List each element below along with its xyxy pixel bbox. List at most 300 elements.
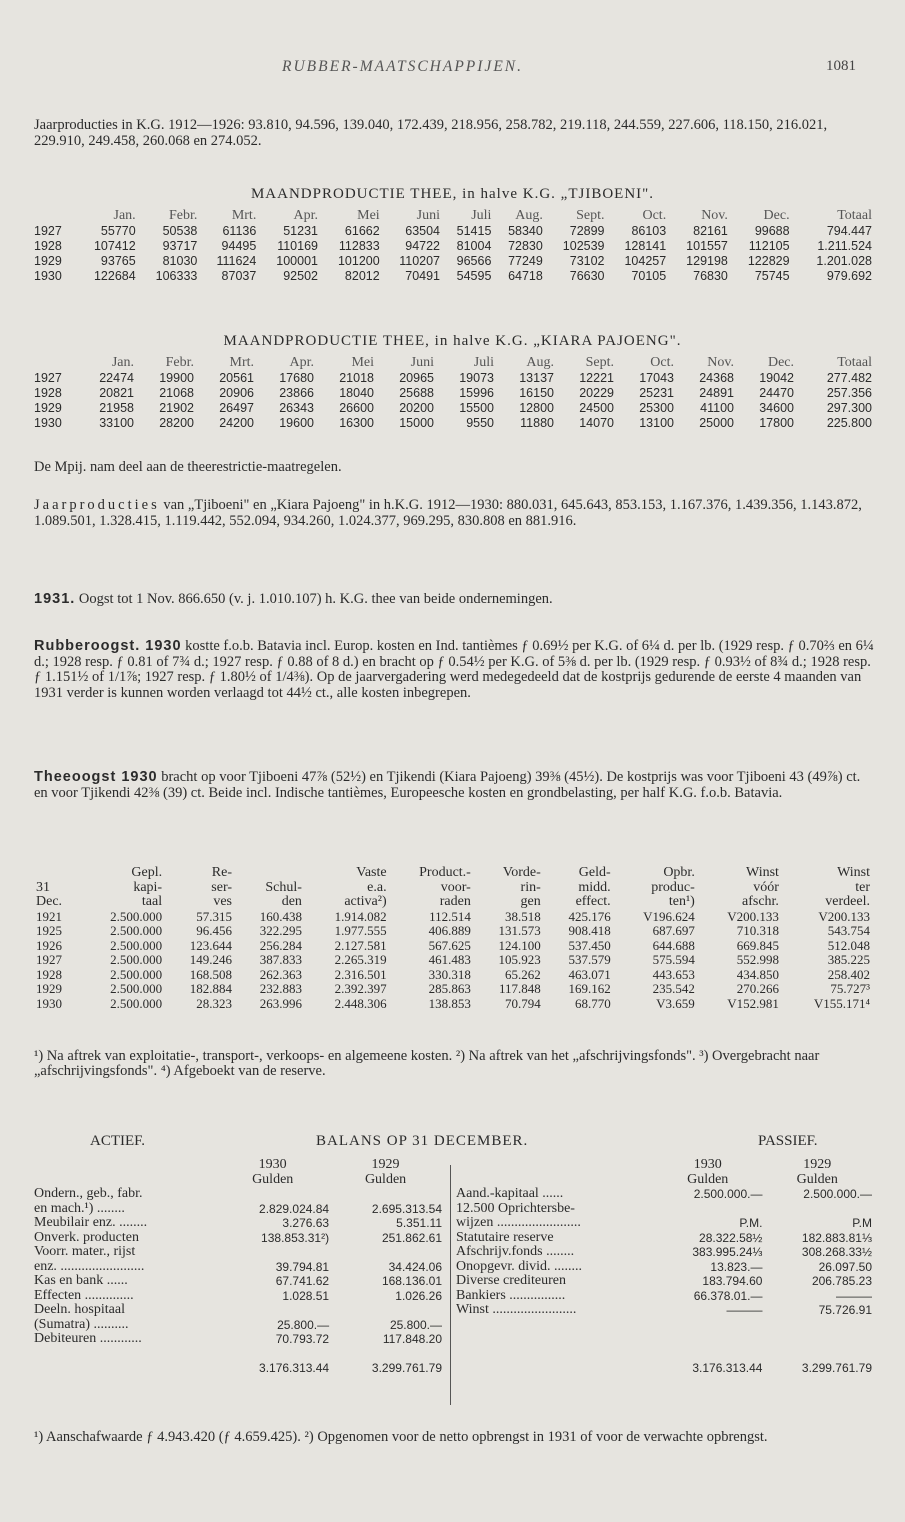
oogst-text: Oogst tot 1 Nov. 866.650 (v. j. 1.010.107) h. K.G. thee van beide ondernemingen. bbox=[75, 591, 553, 607]
table-row bbox=[34, 415, 872, 430]
spacer-cell bbox=[456, 1332, 872, 1347]
table-cell: 258.402 bbox=[827, 966, 870, 982]
balance-row bbox=[34, 1216, 442, 1231]
table-cell: 2.500.000 bbox=[110, 966, 163, 982]
unit-header-row bbox=[456, 1173, 872, 1188]
total-value: 3.176.313.44 bbox=[259, 1361, 330, 1376]
table-cell: 96.456 bbox=[196, 923, 233, 939]
table-cell: 168.508 bbox=[189, 966, 233, 982]
balance-label: Statutaire reserve bbox=[456, 1229, 554, 1245]
footnotes-balance bbox=[34, 1430, 874, 1445]
table-cell: 93717 bbox=[162, 238, 198, 253]
table-cell: 81030 bbox=[162, 253, 198, 268]
column-header: Vaste bbox=[356, 865, 387, 881]
table-cell: 277.482 bbox=[826, 370, 872, 385]
table-cell: 28.323 bbox=[196, 995, 233, 1011]
column-header: Winst bbox=[837, 865, 870, 881]
table-cell: V196.624 bbox=[643, 908, 695, 924]
table-cell: 72830 bbox=[508, 238, 543, 253]
table-cell: 330.318 bbox=[428, 966, 471, 982]
column-header: Opbr. bbox=[663, 865, 695, 881]
balance-label: Diverse crediteuren bbox=[456, 1273, 566, 1289]
table-row bbox=[34, 939, 872, 954]
table-cell: 12800 bbox=[519, 400, 554, 415]
balance-value: 39.794.81 bbox=[275, 1259, 330, 1274]
table-cell: 552.998 bbox=[736, 952, 779, 968]
balance-label: 12.500 Oprichtersbe- bbox=[456, 1200, 575, 1216]
table-cell: 82161 bbox=[693, 223, 728, 238]
table-cell: 256.284 bbox=[259, 937, 302, 953]
column-header: Jan. bbox=[113, 207, 136, 223]
balance-value: 138.853.31²) bbox=[261, 1230, 330, 1245]
table-cell: 182.884 bbox=[189, 981, 233, 997]
column-header: Juni bbox=[416, 207, 441, 223]
table-cell: 2.500.000 bbox=[110, 908, 163, 924]
table-cell: 11880 bbox=[520, 415, 554, 430]
total-row bbox=[34, 1361, 442, 1376]
table-cell: 15000 bbox=[399, 415, 434, 430]
rubberoogst-paragraph bbox=[34, 639, 874, 701]
column-header: e.a. bbox=[367, 879, 387, 895]
table-cell: 70.794 bbox=[505, 995, 541, 1011]
column-header: Dec. bbox=[763, 207, 790, 223]
column-header: Mei bbox=[351, 354, 374, 370]
table-cell: 41100 bbox=[700, 400, 734, 415]
balance-label: Onverk. producten bbox=[34, 1229, 139, 1245]
table-cell: 123.644 bbox=[189, 937, 233, 953]
table-cell: 94495 bbox=[221, 238, 257, 253]
table-cell: 26600 bbox=[339, 400, 374, 415]
table-cell: 38.518 bbox=[505, 908, 541, 924]
table-cell: 2.500.000 bbox=[110, 937, 163, 953]
column-header: Geld- bbox=[578, 865, 611, 881]
financial-table bbox=[34, 866, 872, 1011]
balance-value bbox=[216, 1187, 329, 1202]
balance-value: 25.800.— bbox=[389, 1317, 442, 1332]
table-cell: 567.625 bbox=[428, 937, 471, 953]
table-cell: 50538 bbox=[162, 223, 198, 238]
table-cell: 102539 bbox=[562, 238, 605, 253]
balance-value: 75.726.91 bbox=[818, 1303, 872, 1318]
balance-divider bbox=[450, 1165, 451, 1405]
table-cell: 543.754 bbox=[827, 923, 870, 939]
table-cell: 434.850 bbox=[736, 966, 779, 982]
balance-value: 2.500.000.— bbox=[803, 1187, 872, 1202]
column-header: Apr. bbox=[289, 354, 314, 370]
balance-value bbox=[329, 1303, 442, 1318]
table-row bbox=[34, 253, 872, 268]
table-cell: 19073 bbox=[459, 370, 494, 385]
balance-row bbox=[34, 1332, 442, 1347]
table-cell: V155.171⁴ bbox=[813, 995, 870, 1011]
column-header: Re- bbox=[211, 865, 233, 881]
page-number: 1081 bbox=[826, 58, 856, 74]
balance-value: 383.995.24⅓ bbox=[692, 1245, 763, 1260]
column-header: activa²) bbox=[344, 894, 387, 910]
passief-label: PASSIEF. bbox=[758, 1133, 818, 1149]
table-cell: 160.438 bbox=[259, 908, 302, 924]
table-cell: 19042 bbox=[759, 370, 794, 385]
balance-value: 308.268.33½ bbox=[801, 1245, 872, 1260]
table-cell: 82012 bbox=[344, 268, 380, 283]
column-header bbox=[34, 866, 79, 881]
table-cell: 22474 bbox=[99, 370, 134, 385]
year-header: 1929 bbox=[803, 1157, 832, 1173]
balance-label: Afschrijv.fonds ........ bbox=[456, 1244, 575, 1260]
table-cell: 263.996 bbox=[259, 995, 302, 1011]
table-row bbox=[34, 924, 872, 939]
table-cell: 122829 bbox=[747, 253, 790, 268]
column-header: ser- bbox=[211, 879, 233, 895]
row-year: 1929 bbox=[36, 981, 62, 997]
table-cell: 33100 bbox=[99, 415, 134, 430]
column-header bbox=[34, 208, 74, 223]
balance-value: 26.097.50 bbox=[818, 1259, 872, 1274]
table-cell: 20229 bbox=[579, 385, 614, 400]
balance-value: 13.823.— bbox=[710, 1259, 763, 1274]
table-row bbox=[34, 953, 872, 968]
spacer-cell bbox=[456, 1318, 872, 1333]
table-cell: 322.295 bbox=[259, 923, 302, 939]
table-cell: 232.883 bbox=[259, 981, 302, 997]
balance-label: (Sumatra) .......... bbox=[34, 1316, 129, 1332]
column-header: Febr. bbox=[168, 207, 198, 223]
column-header: Febr. bbox=[165, 354, 194, 370]
balance-value: 117.848.20 bbox=[382, 1332, 442, 1347]
table-cell: 25000 bbox=[699, 415, 734, 430]
header-row bbox=[34, 208, 872, 223]
column-header: vóór bbox=[753, 879, 779, 895]
spacer-cell bbox=[456, 1158, 653, 1173]
table-cell: 512.048 bbox=[827, 937, 870, 953]
balance-value bbox=[762, 1202, 872, 1217]
column-header: rin- bbox=[520, 879, 541, 895]
table-cell: 2.265.319 bbox=[334, 952, 387, 968]
balance-row bbox=[456, 1260, 872, 1275]
table-cell: 385.225 bbox=[827, 952, 870, 968]
table-cell: 169.162 bbox=[568, 981, 611, 997]
table-cell: 908.418 bbox=[568, 923, 611, 939]
column-header: Nov. bbox=[701, 207, 728, 223]
table-cell: 262.363 bbox=[259, 966, 302, 982]
table-cell: 2.500.000 bbox=[110, 952, 163, 968]
balance-value bbox=[216, 1303, 329, 1318]
running-title: RUBBER-MAATSCHAPPIJEN. bbox=[282, 58, 523, 75]
jaarproducties-text: van „Tjiboeni" en „Kiara Pajoeng" in h.K.G. 1912—1930: 880.031, 645.643, 853.153, 1.167.376, 1.439.356, 1.143.872, 1.089.501, 1.328.415, 1.119.442, 552.094, 934.260, 1.024.377, 969.295, 830.808 en 881.916. bbox=[34, 497, 862, 529]
balance-value bbox=[329, 1245, 442, 1260]
balance-label: Bankiers ................ bbox=[456, 1287, 566, 1303]
balance-row bbox=[456, 1231, 872, 1246]
balance-label: Effecten .............. bbox=[34, 1287, 134, 1303]
table-row bbox=[34, 223, 872, 238]
spacer-cell bbox=[34, 1173, 216, 1188]
table-cell: 270.266 bbox=[736, 981, 779, 997]
table-cell: 285.863 bbox=[428, 981, 471, 997]
column-header: Schul- bbox=[265, 879, 302, 895]
table-cell: 117.848 bbox=[498, 981, 541, 997]
column-header: Dec. bbox=[36, 894, 63, 910]
balance-label: Kas en bank ...... bbox=[34, 1273, 128, 1289]
table-cell: 21068 bbox=[159, 385, 194, 400]
table-cell: 461.483 bbox=[428, 952, 471, 968]
column-header: Juni bbox=[410, 354, 434, 370]
spacer-row bbox=[456, 1332, 872, 1347]
balance-passief bbox=[456, 1158, 872, 1376]
total-row bbox=[456, 1361, 872, 1376]
table-cell: 24368 bbox=[699, 370, 734, 385]
table-cell: 26497 bbox=[219, 400, 254, 415]
table-cell: 2.392.397 bbox=[334, 981, 387, 997]
balance-value: 206.785.23 bbox=[811, 1274, 872, 1289]
table-cell: 225.800 bbox=[826, 415, 872, 430]
table-cell: V152.981 bbox=[727, 995, 779, 1011]
column-header: Oct. bbox=[650, 354, 674, 370]
table-cell: 26343 bbox=[279, 400, 314, 415]
table-row bbox=[34, 268, 872, 283]
table-cell: 111624 bbox=[216, 253, 257, 268]
unit-header: Gulden bbox=[796, 1171, 838, 1187]
column-header: ten¹) bbox=[668, 894, 695, 910]
balance-row bbox=[456, 1187, 872, 1202]
balance-label: Aand.-kapitaal ...... bbox=[456, 1186, 564, 1202]
restrictie-text: De Mpij. nam deel aan de theerestrictie-maatregelen. bbox=[34, 459, 342, 475]
column-header: Mrt. bbox=[229, 354, 254, 370]
column-header: Dec. bbox=[767, 354, 794, 370]
column-header: voor- bbox=[440, 879, 471, 895]
year-header: 1930 bbox=[693, 1157, 722, 1173]
table-cell: 443.653 bbox=[652, 966, 695, 982]
page-header bbox=[0, 58, 905, 82]
table-cell: 794.447 bbox=[826, 223, 872, 238]
balance-value: 1.028.51 bbox=[282, 1288, 330, 1303]
table-cell: 12221 bbox=[579, 370, 614, 385]
table-cell: 644.688 bbox=[652, 937, 695, 953]
table-cell: 1.211.524 bbox=[817, 238, 872, 253]
column-header: Totaal bbox=[837, 207, 872, 223]
table-cell: 112833 bbox=[338, 238, 380, 253]
balance-value: ——— bbox=[836, 1288, 872, 1303]
total-value: 3.176.313.44 bbox=[692, 1361, 763, 1376]
column-header: Sept. bbox=[576, 207, 605, 223]
column-header: verdeel. bbox=[825, 894, 870, 910]
table-cell: 73102 bbox=[569, 253, 605, 268]
column-header: Sept. bbox=[585, 354, 614, 370]
table-cell: 51415 bbox=[456, 223, 492, 238]
table-cell: 34600 bbox=[759, 400, 794, 415]
balance-row bbox=[456, 1274, 872, 1289]
table-row bbox=[34, 238, 872, 253]
table-kiara-pajoeng bbox=[34, 355, 872, 430]
balance-label: wijzen ........................ bbox=[456, 1215, 581, 1231]
table-cell: 979.692 bbox=[826, 268, 872, 283]
table-cell: 2.500.000 bbox=[110, 995, 163, 1011]
table-row bbox=[34, 997, 872, 1012]
balance-row bbox=[456, 1216, 872, 1231]
table-cell: 77249 bbox=[508, 253, 543, 268]
table-cell: 72899 bbox=[569, 223, 605, 238]
column-header: Vorde- bbox=[502, 865, 541, 881]
table-cell: 24200 bbox=[219, 415, 254, 430]
table-cell: 94722 bbox=[405, 238, 441, 253]
column-header: den bbox=[281, 894, 302, 910]
table-cell: 25688 bbox=[399, 385, 434, 400]
table-cell: 387.833 bbox=[259, 952, 302, 968]
table-cell: 2.500.000 bbox=[110, 981, 163, 997]
row-year: 1930 bbox=[36, 995, 62, 1011]
table-row bbox=[34, 968, 872, 983]
table-cell: 122684 bbox=[93, 268, 136, 283]
table-cell: 13137 bbox=[519, 370, 554, 385]
passief-table bbox=[456, 1158, 872, 1376]
table-cell: 20200 bbox=[399, 400, 434, 415]
table-cell: 297.300 bbox=[826, 400, 872, 415]
table-cell: 106333 bbox=[155, 268, 198, 283]
table-cell: 235.542 bbox=[652, 981, 695, 997]
spacer-row bbox=[456, 1347, 872, 1362]
column-header: produc- bbox=[651, 879, 695, 895]
table-cell: 463.071 bbox=[568, 966, 611, 982]
table-cell: 1.977.555 bbox=[334, 923, 387, 939]
row-year: 1930 bbox=[34, 268, 62, 283]
table-cell: 20906 bbox=[219, 385, 254, 400]
table-cell: 93765 bbox=[100, 253, 136, 268]
column-header: raden bbox=[439, 894, 471, 910]
column-header: Winst bbox=[746, 865, 779, 881]
column-header: Aug. bbox=[515, 207, 543, 223]
balance-value: 34.424.06 bbox=[388, 1259, 442, 1274]
table1-title: MAANDPRODUCTIE THEE, in halve K.G. „TJIBOENI". bbox=[250, 186, 655, 202]
column-header: Juli bbox=[473, 354, 494, 370]
balance-value: 2.695.313.54 bbox=[371, 1201, 442, 1216]
balance-label: Voorr. mater., rijst bbox=[34, 1244, 136, 1260]
balance-row bbox=[34, 1274, 442, 1289]
header-row bbox=[34, 355, 872, 370]
column-header: Gepl. bbox=[131, 865, 163, 881]
header-row bbox=[34, 866, 872, 881]
table-cell: 124.100 bbox=[498, 937, 541, 953]
rubberoogst-text: kostte f.o.b. Batavia incl. Europ. kosten en Ind. tantièmes ƒ 0.69½ per K.G. of 6¼ d. per lb. (1929 resp. ƒ 0.70⅔ en 6¼ d.; 1928 resp. ƒ 0.81 of 7¾ d.; 1927 resp. ƒ 0.88 of 8 d.) en bracht op ƒ 0.54½ per K.G. of 5⅜ d. per lb. (1929 resp. ƒ 0.93½ of 8¾ d.; 1928 resp. ƒ 1.151½ of 1/1⅞; 1927 resp. ƒ 1.80½ of 1/4⅜). Op de jaarvergadering werd medegedeeld dat de kostprijs gedurende de eerste 4 maanden van 1931 verder is kunnen worden verlaagd tot 44½ ct., alle kosten inbegrepen. bbox=[34, 638, 874, 701]
table-cell: 129198 bbox=[686, 253, 728, 268]
table-row bbox=[34, 400, 872, 415]
balance-value: P.M. bbox=[739, 1216, 763, 1231]
balance-value: ——— bbox=[726, 1303, 763, 1318]
table-cell: 20965 bbox=[399, 370, 434, 385]
balance-row bbox=[34, 1303, 442, 1318]
theeoogst-label: Theeoogst 1930 bbox=[34, 769, 158, 785]
table-cell: 149.246 bbox=[189, 952, 233, 968]
table-cell: 112105 bbox=[748, 238, 790, 253]
table-cell: 21902 bbox=[159, 400, 194, 415]
table-row bbox=[34, 370, 872, 385]
table-cell: 19900 bbox=[159, 370, 194, 385]
balance-row bbox=[34, 1260, 442, 1275]
column-header: effect. bbox=[575, 894, 611, 910]
table-cell: 58340 bbox=[508, 223, 543, 238]
table-cell: 64718 bbox=[508, 268, 543, 283]
year-header: 1929 bbox=[371, 1157, 400, 1173]
balance-label: en mach.¹) ........ bbox=[34, 1200, 125, 1216]
total-value: 3.299.761.79 bbox=[801, 1361, 872, 1376]
table-cell: 2.316.501 bbox=[334, 966, 387, 982]
table-cell: 101200 bbox=[337, 253, 380, 268]
balance-value: 25.800.— bbox=[277, 1317, 330, 1332]
spacer-cell bbox=[34, 1347, 442, 1362]
table-cell: 61662 bbox=[344, 223, 380, 238]
balance-value bbox=[216, 1245, 329, 1260]
table-cell: 19600 bbox=[279, 415, 314, 430]
balance-row bbox=[456, 1245, 872, 1260]
table-cell: 2.448.306 bbox=[334, 995, 387, 1011]
table-cell: 86103 bbox=[631, 223, 667, 238]
spacer-row bbox=[34, 1347, 442, 1362]
balance-row bbox=[456, 1202, 872, 1217]
balance-value: 251.862.61 bbox=[381, 1230, 442, 1245]
jaarproducties-label: Jaarproducties bbox=[34, 497, 160, 513]
table-row bbox=[34, 910, 872, 925]
balance-label: Onopgevr. divid. ........ bbox=[456, 1258, 582, 1274]
column-header bbox=[234, 866, 304, 881]
table-cell: 110169 bbox=[277, 238, 318, 253]
table-cell: 16300 bbox=[339, 415, 374, 430]
table-cell: 1.914.082 bbox=[334, 908, 387, 924]
actief-label: ACTIEF. bbox=[90, 1133, 146, 1149]
intro-text: Jaarproducties in K.G. 1912—1926: 93.810, 94.596, 139.040, 172.439, 218.956, 258.782, 219.118, 244.559, 227.606, 118.150, 216.021, 229.910, 249.458, 260.068 en 274.052. bbox=[34, 117, 828, 149]
balance-value: P.M bbox=[852, 1216, 872, 1231]
table-cell: 425.176 bbox=[568, 908, 611, 924]
balance-value: 2.829.024.84 bbox=[259, 1201, 330, 1216]
column-header: kapi- bbox=[133, 879, 163, 895]
column-header: gen bbox=[520, 894, 541, 910]
table-cell: 70105 bbox=[631, 268, 667, 283]
spacer-cell bbox=[34, 1158, 216, 1173]
column-header: midd. bbox=[578, 879, 611, 895]
column-header: Aug. bbox=[526, 354, 554, 370]
table-cell: 17680 bbox=[279, 370, 314, 385]
spacer-cell bbox=[456, 1347, 872, 1362]
table-cell: 2.500.000 bbox=[110, 923, 163, 939]
unit-header: Gulden bbox=[364, 1171, 407, 1187]
balance-value: 67.741.62 bbox=[275, 1274, 330, 1289]
table-cell: 406.889 bbox=[428, 923, 471, 939]
table-cell: 51231 bbox=[283, 223, 318, 238]
balance-actief bbox=[34, 1158, 442, 1376]
total-value: 3.299.761.79 bbox=[371, 1361, 442, 1376]
header-row bbox=[34, 881, 872, 896]
table-cell: 75745 bbox=[754, 268, 790, 283]
table-cell: 9550 bbox=[466, 415, 494, 430]
balance-row bbox=[34, 1289, 442, 1304]
balance-row bbox=[34, 1318, 442, 1333]
row-year: 1927 bbox=[34, 223, 62, 238]
table-cell: 100001 bbox=[276, 253, 318, 268]
spacer-row bbox=[456, 1318, 872, 1333]
table-cell: 24500 bbox=[579, 400, 614, 415]
unit-header: Gulden bbox=[687, 1171, 729, 1187]
footnotes-financial bbox=[34, 1049, 874, 1078]
actief-table bbox=[34, 1158, 442, 1376]
balance-label: Winst ........................ bbox=[456, 1302, 577, 1318]
table-cell: 18040 bbox=[339, 385, 374, 400]
table-cell: 17043 bbox=[639, 370, 674, 385]
balance-value bbox=[653, 1202, 763, 1217]
table-cell: 17800 bbox=[759, 415, 794, 430]
table-cell: 61136 bbox=[222, 223, 257, 238]
column-header: taal bbox=[141, 894, 163, 910]
row-year: 1928 bbox=[34, 238, 62, 253]
table-cell: 20561 bbox=[219, 370, 254, 385]
table-cell: 28200 bbox=[159, 415, 194, 430]
table-cell: 575.594 bbox=[652, 952, 695, 968]
